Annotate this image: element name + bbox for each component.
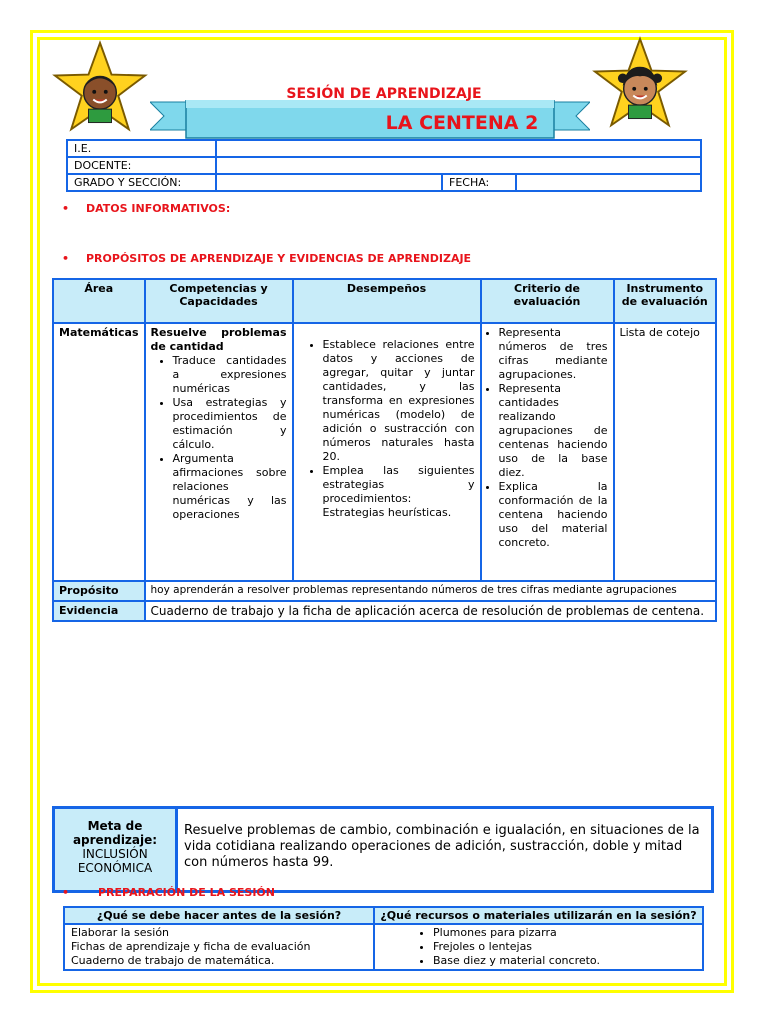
header-area: Área bbox=[53, 279, 145, 323]
docente-label: DOCENTE: bbox=[67, 157, 216, 174]
meta-label: Meta de aprendizaje: bbox=[72, 819, 158, 847]
desempenos-cell bbox=[293, 323, 481, 581]
grado-label: GRADO Y SECCIÓN: bbox=[67, 174, 216, 191]
ie-label: I.E. bbox=[67, 140, 216, 157]
list-item: • Establece relaciones entre datos y acciones de agregar, quitar y juntar cantidades, y las transforma en expresiones numéricas (modelo) de adición o sustracción con números naturales hasta 20. bbox=[323, 338, 475, 464]
star-boy-icon bbox=[52, 40, 148, 136]
ie-value[interactable] bbox=[216, 140, 701, 157]
list-item: • Explica la conformación de la centena haciendo uso del material concreto. bbox=[499, 480, 608, 550]
desempenos-list bbox=[299, 338, 475, 520]
fecha-value[interactable] bbox=[516, 174, 701, 191]
proposito-label: Propósito bbox=[53, 581, 145, 601]
section-preparacion bbox=[62, 886, 275, 899]
proposito-text: hoy aprenderán a resolver problemas representando números de tres cifras mediante agrupaciones bbox=[145, 581, 717, 601]
propositos-table bbox=[52, 278, 717, 622]
prep-antes-cell bbox=[64, 924, 374, 970]
info-table bbox=[66, 139, 702, 192]
prep-header-antes: ¿Qué se debe hacer antes de la sesión? bbox=[64, 907, 374, 924]
list-item: Elaborar la sesión bbox=[71, 926, 170, 939]
header-instrumento: Instrumento de evaluación bbox=[614, 279, 717, 323]
competencia-title: Resuelve problemas de cantidad bbox=[150, 326, 287, 353]
prep-header-recursos: ¿Qué recursos o materiales utilizarán en la sesión? bbox=[374, 907, 703, 924]
section-datos-label: DATOS INFORMATIVOS: bbox=[86, 202, 231, 215]
header-criterio: Criterio de evaluación bbox=[481, 279, 614, 323]
header-desempenos: Desempeños bbox=[293, 279, 481, 323]
grado-value[interactable] bbox=[216, 174, 442, 191]
list-item: • Representa cantidades realizando agrupaciones de centenas haciendo uso de la base diez. bbox=[499, 382, 608, 480]
list-item: Cuaderno de trabajo de matemática. bbox=[71, 954, 275, 967]
criterio-cell bbox=[481, 323, 614, 581]
criterios-list bbox=[487, 326, 608, 550]
session-subtitle: LA CENTENA 2 bbox=[385, 112, 539, 134]
page-title: SESIÓN DE APRENDIZAJE bbox=[286, 86, 482, 102]
section-datos bbox=[62, 202, 230, 215]
capacidades-list bbox=[151, 354, 287, 522]
section-propositos bbox=[62, 252, 471, 265]
recursos-list bbox=[381, 926, 696, 968]
meta-text: Resuelve problemas de cambio, combinación e igualación, en situaciones de la vida cotidiana realizando operaciones de adición, sustracción, doble y mitad con números hasta 99. bbox=[177, 808, 713, 892]
evidencia-text: Cuaderno de trabajo y la ficha de aplicación acerca de resolución de problemas de centena. bbox=[145, 601, 717, 621]
list-item: • Usa estrategias y procedimientos de estimación y cálculo. bbox=[173, 396, 287, 452]
list-item: • Traduce cantidades a expresiones numéricas bbox=[173, 354, 287, 396]
list-item: • Emplea las siguientes estrategias y procedimientos: Estrategias heurísticas. bbox=[323, 464, 475, 520]
bullet-icon: • bbox=[62, 202, 70, 215]
list-item: • Base diez y material concreto. bbox=[433, 954, 696, 968]
star-girl-icon bbox=[592, 36, 688, 132]
fecha-label: FECHA: bbox=[442, 174, 516, 191]
list-item: Fichas de aprendizaje y ficha de evaluación bbox=[71, 940, 311, 953]
evidencia-label: Evidencia bbox=[53, 601, 145, 621]
prep-recursos-cell bbox=[374, 924, 703, 970]
list-item: • Plumones para pizarra bbox=[433, 926, 696, 940]
list-item: • Frejoles o lentejas bbox=[433, 940, 696, 954]
bullet-icon: • bbox=[62, 252, 70, 265]
area-cell: Matemáticas bbox=[53, 323, 145, 581]
meta-sublabel: INCLUSIÓN ECONÓMICA bbox=[77, 847, 153, 875]
section-preparacion-label: PREPARACIÓN DE LA SESIÓN bbox=[98, 886, 275, 899]
meta-table bbox=[52, 806, 714, 893]
meta-label-cell bbox=[54, 808, 177, 892]
list-item: • Representa números de tres cifras mediante agrupaciones. bbox=[499, 326, 608, 382]
preparacion-table bbox=[63, 906, 704, 971]
docente-value[interactable] bbox=[216, 157, 701, 174]
section-propositos-label: PROPÓSITOS DE APRENDIZAJE Y EVIDENCIAS DE APRENDIZAJE bbox=[86, 252, 472, 265]
list-item: • Argumenta afirmaciones sobre relaciones numéricas y las operaciones bbox=[173, 452, 287, 522]
bullet-icon: • bbox=[62, 886, 70, 899]
instrumento-cell: Lista de cotejo bbox=[614, 323, 717, 581]
header-competencias: Competencias y Capacidades bbox=[145, 279, 293, 323]
competencias-cell bbox=[145, 323, 293, 581]
